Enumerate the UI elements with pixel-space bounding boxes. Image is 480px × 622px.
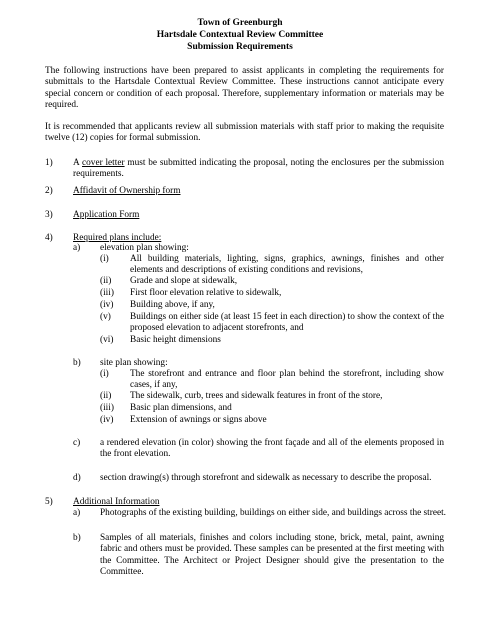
affidavit-label: Affidavit of Ownership form (73, 186, 181, 196)
item-4a-sub-number: (ii) (100, 276, 112, 286)
document-subtitle: Submission Requirements (187, 42, 293, 52)
item-4b-sub-text: The storefront and entrance and floor plan behind the storefront, including show cases, if any, (130, 369, 444, 391)
item-5b-text: Samples of all materials, finishes and colors including stone, brick, metal, paint, awning fabric and others must be provided. These samples can be presented at the first meeting with the Committee. The Architect or Project Designer should give the presentation to the Committee. (100, 533, 444, 578)
item-4a-sub-number: (iii) (100, 288, 114, 298)
item-5a-text: Photographs of the existing building, buildings on either side, and buildings across the street. (100, 508, 447, 518)
item-4a-sub-text: Buildings on either side (at least 15 feet in each direction) to show the context of the proposed elevation to adjacent storefronts, and (130, 312, 444, 334)
item-4-number: 4) (45, 233, 53, 243)
item-4b-sub-text: Extension of awnings or signs above (130, 415, 267, 425)
item-4a-sub-number: (iv) (100, 300, 114, 310)
item-4a-sub-number: (v) (100, 312, 111, 322)
item-4a-sub-text: Grade and slope at sidewalk, (130, 276, 238, 286)
item-4b-sub-number: (iii) (100, 403, 114, 413)
item-4d-letter: d) (73, 473, 81, 483)
application-form-label: Application Form (73, 210, 140, 220)
item-4b-text: site plan showing: (100, 358, 168, 368)
item-1-pre: A (73, 158, 83, 168)
item-4a-text: elevation plan showing: (100, 243, 189, 253)
item-4b-sub-number: (ii) (100, 391, 112, 401)
item-5-number: 5) (45, 497, 53, 507)
item-4b-sub-number: (i) (100, 369, 109, 379)
item-4c-letter: c) (73, 438, 81, 448)
item-4b-sub-number: (iv) (100, 415, 114, 425)
item-4a-sub-text: First floor elevation relative to sidewalk, (130, 288, 282, 298)
item-4a-letter: a) (73, 243, 81, 253)
item-1-text (73, 158, 444, 181)
item-4b-letter: b) (73, 358, 81, 368)
intro-paragraph: The following instructions have been prepared to assist applicants in completing the requirements for submittals to the Hartsdale Contextual Review Committee. These instructions cannot anticipate every special concern or condition of each proposal. Therefore, supplementary information or materials may be required. (45, 66, 444, 111)
item-5a-letter: a) (73, 508, 81, 518)
committee-name: Hartsdale Contextual Review Committee (156, 30, 324, 40)
item-4a-sub-number: (i) (100, 254, 109, 264)
additional-info-label: Additional Information (73, 497, 160, 507)
cover-letter-label: cover letter (82, 158, 125, 168)
document-title: Town of Greenburgh (197, 18, 283, 28)
item-4b-sub-text: Basic plan dimensions, and (130, 403, 232, 413)
item-1-post: must be submitted indicating the proposal, noting the enclosures per the submission requirements. (73, 158, 444, 180)
item-4a-sub-text: Building above, if any, (130, 300, 215, 310)
required-plans-label: Required plans include: (73, 233, 162, 243)
item-4a-sub-text: All building materials, lighting, signs, graphics, awnings, finishes and other elements and descriptions of existing conditions and revisions, (130, 254, 444, 276)
item-2-number: 2) (45, 186, 53, 196)
item-3-number: 3) (45, 210, 53, 220)
recommendation-paragraph: It is recommended that applicants review all submission materials with staff prior to making the requisite twelve (12) copies for formal submission. (45, 122, 444, 144)
item-1-number: 1) (45, 158, 53, 168)
item-4a-sub-number: (vi) (100, 335, 114, 345)
item-4c-text: a rendered elevation (in color) showing the front façade and all of the elements proposed in the front elevation. (100, 438, 444, 460)
item-5b-letter: b) (73, 533, 81, 543)
item-4a-sub-text: Basic height dimensions (130, 335, 221, 345)
item-4d-text: section drawing(s) through storefront and sidewalk as necessary to describe the proposal. (100, 473, 432, 483)
item-4b-sub-text: The sidewalk, curb, trees and sidewalk features in front of the store, (130, 391, 383, 401)
